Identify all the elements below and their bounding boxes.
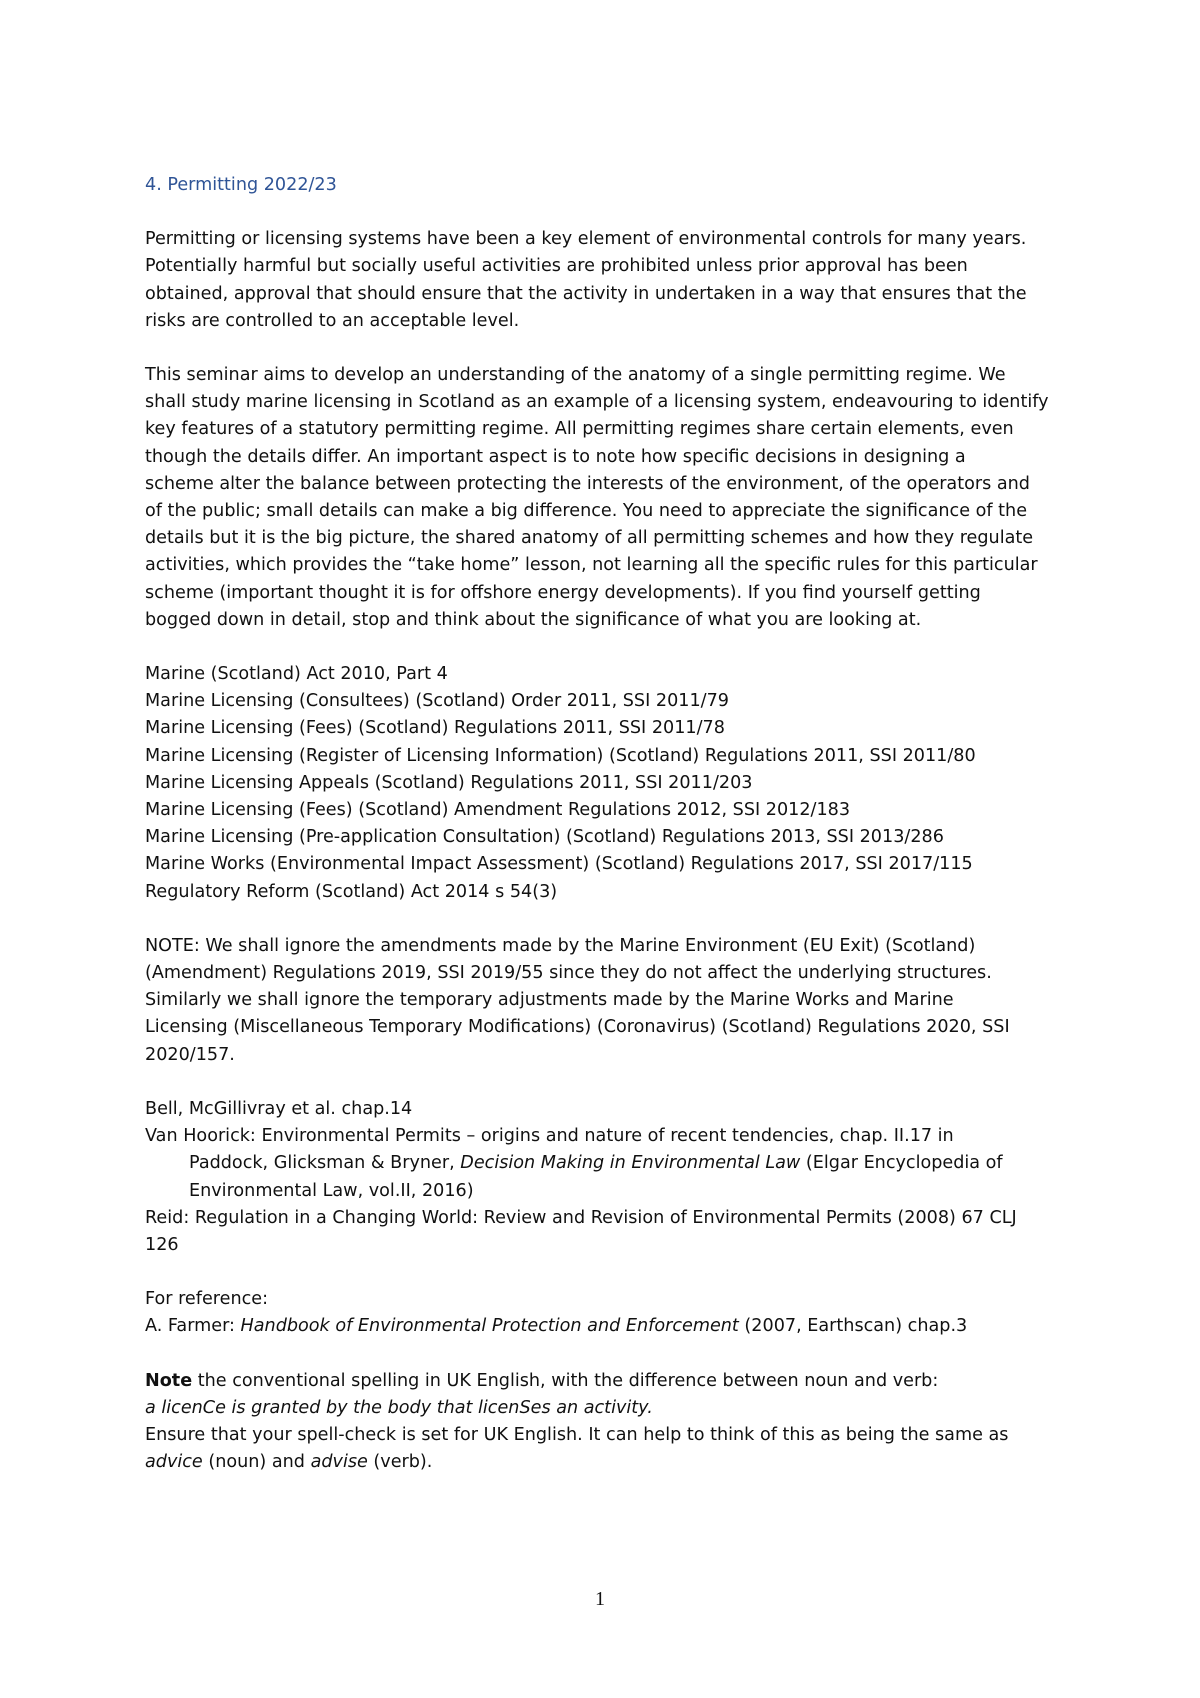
note-line: Similarly we shall ignore the temporary adjustments made by the Marine Works and Marine <box>145 990 954 1011</box>
seminar-line: This seminar aims to develop an understanding of the anatomy of a single permitting regime. We <box>145 365 1006 386</box>
legislation-item: Marine Works (Environmental Impact Assessment) (Scotland) Regulations 2017, SSI 2017/115 <box>145 854 973 875</box>
intro-line: obtained, approval that should ensure that the activity in undertaken in a way that ensures that the <box>145 283 1027 304</box>
reading-vanhoorick-book-title: Decision Making in Environmental Law <box>460 1153 801 1174</box>
page-number: 1 <box>595 1588 605 1610</box>
reading-reid-page: 126 <box>145 1234 179 1255</box>
seminar-line: activities, which provides the “take home” lesson, not learning all the specific rules for this particular <box>145 555 1038 576</box>
reading-bell: Bell, McGillivray et al. chap.14 <box>145 1098 413 1119</box>
intro-line: risks are controlled to an acceptable level. <box>145 310 520 331</box>
legislation-list <box>145 661 1070 906</box>
seminar-paragraph <box>145 362 1070 634</box>
advice-word: advice <box>145 1452 203 1473</box>
note-line: 2020/157. <box>145 1044 235 1065</box>
reading-list <box>145 1096 1070 1259</box>
seminar-line: bogged down in detail, stop and think about the significance of what you are looking at. <box>145 609 922 630</box>
legislation-item: Marine Licensing (Register of Licensing Information) (Scotland) Regulations 2011, SSI 2011/80 <box>145 745 976 766</box>
spelling-note-line <box>145 1368 1070 1395</box>
reading-vanhoorick-editors: Paddock, Glicksman & Bryner, <box>189 1153 461 1174</box>
spelling-note-example <box>145 1395 1070 1422</box>
note-line: Licensing (Miscellaneous Temporary Modifications) (Coronavirus) (Scotland) Regulations 2020, SSI <box>145 1017 1010 1038</box>
seminar-line: shall study marine licensing in Scotland as an example of a licensing system, endeavouring to identify <box>145 392 1049 413</box>
legislation-item: Marine Licensing (Consultees) (Scotland) Order 2011, SSI 2011/79 <box>145 691 729 712</box>
legislation-item: Marine Licensing (Fees) (Scotland) Amendment Regulations 2012, SSI 2012/183 <box>145 800 851 821</box>
reference-block <box>145 1286 1070 1340</box>
legislation-item: Regulatory Reform (Scotland) Act 2014 s 54(3) <box>145 881 558 902</box>
spelling-note-text: the conventional spelling in UK English, with the difference between noun and verb: <box>192 1370 939 1391</box>
seminar-line: details but it is the big picture, the shared anatomy of all permitting schemes and how they regulate <box>145 528 1034 549</box>
legislation-item: Marine Licensing (Fees) (Scotland) Regulations 2011, SSI 2011/78 <box>145 718 725 739</box>
spelling-note <box>145 1368 1070 1477</box>
seminar-line: of the public; small details can make a big difference. You need to appreciate the significance of the <box>145 501 1028 522</box>
intro-line: Potentially harmful but socially useful activities are prohibited unless prior approval has been <box>145 256 968 277</box>
legislation-item: Marine Licensing Appeals (Scotland) Regulations 2011, SSI 2011/203 <box>145 772 753 793</box>
spelling-note-advice-line: Ensure that your spell-check is set for UK English. It can help to think of this as being the same as <box>145 1424 1009 1445</box>
reference-book-title: Handbook of Environmental Protection and Enforcement <box>240 1316 739 1337</box>
spelling-note-advice-example <box>145 1449 1070 1476</box>
section-heading: 4. Permitting 2022/23 <box>145 175 337 195</box>
reference-label: For reference: <box>145 1289 269 1310</box>
advise-verb-text: (verb). <box>367 1452 433 1473</box>
intro-paragraph <box>145 226 1070 335</box>
note-paragraph <box>145 933 1070 1069</box>
advise-word: advise <box>310 1452 368 1473</box>
reading-reid: Reid: Regulation in a Changing World: Review and Revision of Environmental Permits (2008) 67 CLJ <box>145 1207 1017 1228</box>
seminar-line: scheme (important thought it is for offshore energy developments). If you find yourself getting <box>145 582 981 603</box>
reading-vanhoorick-publisher: (Elgar Encyclopedia of <box>800 1153 1003 1174</box>
note-line: (Amendment) Regulations 2019, SSI 2019/55 since they do not affect the underlying structures. <box>145 963 992 984</box>
seminar-line: scheme alter the balance between protecting the interests of the environment, of the operators and <box>145 473 1030 494</box>
reference-details: (2007, Earthscan) chap.3 <box>738 1316 968 1337</box>
seminar-line: key features of a statutory permitting regime. All permitting regimes share certain elements, even <box>145 419 1014 440</box>
reference-item <box>145 1313 1070 1340</box>
reference-author: A. Farmer: <box>145 1316 241 1337</box>
legislation-item: Marine Licensing (Pre-application Consultation) (Scotland) Regulations 2013, SSI 2013/286 <box>145 827 944 848</box>
advice-noun-text: (noun) and <box>202 1452 311 1473</box>
note-line: NOTE: We shall ignore the amendments made by the Marine Environment (EU Exit) (Scotland) <box>145 935 976 956</box>
spelling-note-bold: Note <box>145 1370 193 1391</box>
reading-vanhoorick-cont <box>145 1150 1070 1177</box>
reading-vanhoorick: Van Hoorick: Environmental Permits – origins and nature of recent tendencies, chap. II.17 in <box>145 1126 954 1147</box>
legislation-item: Marine (Scotland) Act 2010, Part 4 <box>145 664 448 685</box>
document-body <box>145 172 1070 1476</box>
reading-vanhoorick-volume: Environmental Law, vol.II, 2016) <box>189 1180 474 1201</box>
seminar-line: though the details differ. An important aspect is to note how specific decisions in designing a <box>145 446 966 467</box>
intro-line: Permitting or licensing systems have been a key element of environmental controls for many years. <box>145 229 1027 250</box>
spelling-note-example-italic: a licenCe is granted by the body that licenSes an activity. <box>145 1397 653 1418</box>
